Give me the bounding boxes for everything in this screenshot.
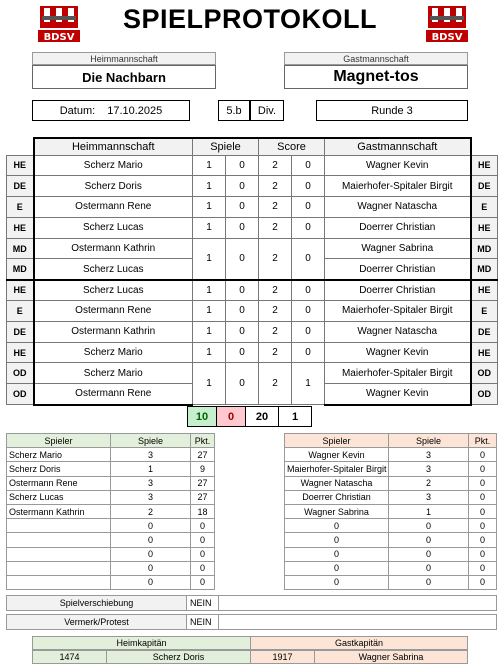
home-stats-name [7, 533, 111, 547]
guest-stats-row [285, 533, 497, 547]
guest-captain-label: Gastkapitän [251, 637, 467, 649]
guest-player: Doerrer Christian [325, 259, 471, 280]
score-guest: 0 [292, 321, 325, 342]
match-type-guest: OD [471, 363, 498, 384]
games-guest: 0 [226, 342, 259, 363]
guest-stats-pts: 0 [469, 533, 497, 547]
home-stats-pts: 0 [191, 575, 215, 589]
match-row [7, 342, 498, 363]
guest-stats-row [285, 519, 497, 533]
home-stats-games: 0 [111, 575, 191, 589]
guest-captain-name: Wagner Sabrina [315, 651, 467, 663]
right-logo-text: BDSV [431, 32, 463, 43]
home-stats-games: 1 [111, 462, 191, 476]
games-guest: 0 [226, 176, 259, 197]
match-type-guest: E [471, 301, 498, 322]
postponement-label: Spielverschiebung [7, 596, 187, 610]
round-box: Runde 3 [316, 100, 468, 121]
home-player: Scherz Lucas [34, 217, 193, 238]
home-stats-row [7, 448, 215, 462]
guest-player: Wagner Sabrina [325, 238, 471, 259]
guest-stats-pts: 0 [469, 462, 497, 476]
home-stats-pts: 27 [191, 476, 215, 490]
home-player: Scherz Doris [34, 176, 193, 197]
home-stats-name: Ostermann Kathrin [7, 504, 111, 518]
postponement-note [219, 596, 496, 610]
score-guest: 0 [292, 155, 325, 176]
guest-stats-name: 0 [285, 533, 389, 547]
home-stats-row [7, 561, 215, 575]
home-stats-pts: 9 [191, 462, 215, 476]
games-home: 1 [193, 280, 226, 301]
guest-stats-row [285, 490, 497, 504]
header-games: Spiele [193, 138, 259, 155]
match-type-guest: DE [471, 321, 498, 342]
score-home: 2 [259, 197, 292, 218]
match-type: HE [7, 342, 34, 363]
guest-stats-pts: 0 [469, 575, 497, 589]
home-stats-pts: 0 [191, 519, 215, 533]
header-home: Heimmannschaft [34, 138, 193, 155]
games-home: 1 [193, 176, 226, 197]
games-home: 1 [193, 238, 226, 280]
left-logo-text: BDSV [43, 32, 75, 43]
guest-stats-games: 0 [389, 575, 469, 589]
guest-player: Doerrer Christian [325, 217, 471, 238]
score-home: 2 [259, 321, 292, 342]
home-stats-table [6, 433, 215, 590]
date-label: Datum: [59, 104, 96, 117]
guest-player: Maierhofer-Spitaler Birgit [325, 176, 471, 197]
guest-stats-games: 0 [389, 547, 469, 561]
score-home: 2 [259, 176, 292, 197]
match-type: HE [7, 280, 34, 301]
games-home: 1 [193, 363, 226, 405]
protest-value: NEIN [187, 615, 219, 629]
games-guest: 0 [226, 321, 259, 342]
home-stats-row [7, 533, 215, 547]
games-guest: 0 [226, 238, 259, 280]
guest-player: Wagner Kevin [325, 155, 471, 176]
guest-stats-games: 3 [389, 448, 469, 462]
score-home: 2 [259, 301, 292, 322]
guest-stats-name: Wagner Kevin [285, 448, 389, 462]
home-captain-name: Scherz Doris [107, 651, 251, 663]
guest-stats-pts: 0 [469, 547, 497, 561]
home-stats-name: Scherz Mario [7, 448, 111, 462]
home-stats-name: Scherz Doris [7, 462, 111, 476]
home-stats-games: 3 [111, 448, 191, 462]
score-guest: 0 [292, 280, 325, 301]
guest-stats-row [285, 504, 497, 518]
home-stats-pts: 27 [191, 448, 215, 462]
home-captain-id: 1474 [33, 651, 107, 663]
guest-stats-games: 2 [389, 476, 469, 490]
header-score: Score [259, 138, 325, 155]
guest-stats-pts: 0 [469, 561, 497, 575]
protest-note [219, 615, 496, 629]
home-team-name: Die Nachbarn [32, 65, 216, 89]
home-player: Ostermann Rene [34, 384, 193, 405]
match-row [7, 197, 498, 218]
home-stats-row [7, 462, 215, 476]
score-home: 2 [259, 342, 292, 363]
games-guest: 0 [226, 155, 259, 176]
games-guest: 0 [226, 363, 259, 405]
match-row [7, 238, 498, 259]
totals-row [187, 406, 312, 427]
games-guest: 0 [226, 197, 259, 218]
home-stats-row [7, 504, 215, 518]
match-type: DE [7, 176, 34, 197]
match-type: E [7, 301, 34, 322]
home-player: Ostermann Kathrin [34, 321, 193, 342]
guest-stats-header-points: Pkt. [469, 434, 497, 448]
home-player: Scherz Mario [34, 363, 193, 384]
guest-stats-header-player: Spieler [285, 434, 389, 448]
games-guest: 0 [226, 280, 259, 301]
match-type: MD [7, 238, 34, 259]
games-home: 1 [193, 155, 226, 176]
guest-player: Maierhofer-Spitaler Birgit [325, 301, 471, 322]
home-stats-games: 0 [111, 533, 191, 547]
home-player: Ostermann Rene [34, 301, 193, 322]
captain-header-row [32, 636, 468, 650]
home-stats-name [7, 575, 111, 589]
match-type: HE [7, 155, 34, 176]
games-home: 1 [193, 321, 226, 342]
guest-stats-name: Maierhofer-Spitaler Birgit [285, 462, 389, 476]
postponement-row [6, 595, 497, 611]
guest-stats-pts: 0 [469, 476, 497, 490]
total-games-guest: 0 [217, 407, 246, 427]
match-type-guest: MD [471, 238, 498, 259]
guest-stats-row [285, 476, 497, 490]
match-row [7, 176, 498, 197]
guest-player: Doerrer Christian [325, 280, 471, 301]
score-guest: 0 [292, 176, 325, 197]
home-stats-pts: 0 [191, 533, 215, 547]
guest-stats-row [285, 462, 497, 476]
match-type: E [7, 197, 34, 218]
guest-player: Wagner Kevin [325, 384, 471, 405]
guest-stats-name: 0 [285, 575, 389, 589]
home-stats-pts: 0 [191, 561, 215, 575]
home-player: Scherz Lucas [34, 280, 193, 301]
home-stats-name [7, 561, 111, 575]
score-guest: 1 [292, 363, 325, 405]
score-guest: 0 [292, 197, 325, 218]
home-player: Scherz Lucas [34, 259, 193, 280]
score-home: 2 [259, 155, 292, 176]
match-type-guest: HE [471, 155, 498, 176]
games-home: 1 [193, 342, 226, 363]
postponement-value: NEIN [187, 596, 219, 610]
match-row [7, 363, 498, 384]
match-table [6, 137, 498, 406]
guest-stats-name: 0 [285, 519, 389, 533]
games-guest: 0 [226, 217, 259, 238]
home-stats-row [7, 476, 215, 490]
match-type-guest: HE [471, 280, 498, 301]
score-guest: 0 [292, 301, 325, 322]
home-stats-row [7, 490, 215, 504]
guest-stats-games: 1 [389, 504, 469, 518]
header-guest: Gastmannschaft [325, 138, 471, 155]
match-type: DE [7, 321, 34, 342]
guest-stats-name: Doerrer Christian [285, 490, 389, 504]
match-type-guest: DE [471, 176, 498, 197]
protest-row [6, 614, 497, 630]
score-guest: 0 [292, 217, 325, 238]
home-stats-games: 2 [111, 504, 191, 518]
home-stats-row [7, 575, 215, 589]
match-type-guest: E [471, 197, 498, 218]
guest-player: Wagner Natascha [325, 197, 471, 218]
home-stats-header-points: Pkt. [191, 434, 215, 448]
date-box [32, 100, 190, 121]
guest-player: Wagner Kevin [325, 342, 471, 363]
guest-stats-row [285, 561, 497, 575]
home-stats-games: 0 [111, 519, 191, 533]
home-stats-row [7, 547, 215, 561]
home-player: Scherz Mario [34, 155, 193, 176]
league-box: 5.b [218, 100, 250, 121]
home-stats-name: Scherz Lucas [7, 490, 111, 504]
guest-stats-pts: 0 [469, 490, 497, 504]
home-stats-header-games: Spiele [111, 434, 191, 448]
home-player: Scherz Mario [34, 342, 193, 363]
guest-stats-table [284, 433, 497, 590]
match-type-guest: OD [471, 384, 498, 405]
guest-captain-id: 1917 [251, 651, 315, 663]
guest-stats-name: 0 [285, 547, 389, 561]
guest-stats-pts: 0 [469, 519, 497, 533]
match-table-header [7, 138, 498, 155]
score-home: 2 [259, 280, 292, 301]
home-stats-header-player: Spieler [7, 434, 111, 448]
total-score-guest: 1 [279, 407, 312, 427]
games-home: 1 [193, 301, 226, 322]
match-type: MD [7, 259, 34, 280]
home-stats-name [7, 519, 111, 533]
home-stats-games: 0 [111, 547, 191, 561]
home-stats-pts: 27 [191, 490, 215, 504]
home-stats-games: 3 [111, 476, 191, 490]
match-type: HE [7, 217, 34, 238]
games-home: 1 [193, 197, 226, 218]
match-type: OD [7, 363, 34, 384]
match-type-guest: HE [471, 342, 498, 363]
score-guest: 0 [292, 342, 325, 363]
home-captain-label: Heimkapitän [33, 637, 251, 649]
match-row [7, 301, 498, 322]
guest-player: Maierhofer-Spitaler Birgit [325, 363, 471, 384]
total-score-home: 20 [246, 407, 279, 427]
guest-stats-games: 3 [389, 462, 469, 476]
date-value: 17.10.2025 [107, 104, 163, 117]
guest-team-label: Gastmannschaft [284, 52, 468, 65]
home-stats-pts: 18 [191, 504, 215, 518]
match-row [7, 217, 498, 238]
match-type-guest: HE [471, 217, 498, 238]
guest-stats-pts: 0 [469, 448, 497, 462]
guest-player: Wagner Natascha [325, 321, 471, 342]
guest-stats-header-games: Spiele [389, 434, 469, 448]
match-row [7, 155, 498, 176]
games-guest: 0 [226, 301, 259, 322]
home-player: Ostermann Rene [34, 197, 193, 218]
home-team-label: Heimmannschaft [32, 52, 216, 65]
guest-stats-row [285, 575, 497, 589]
guest-stats-name: Wagner Sabrina [285, 504, 389, 518]
home-stats-row [7, 519, 215, 533]
score-home: 2 [259, 363, 292, 405]
home-stats-games: 0 [111, 561, 191, 575]
match-type: OD [7, 384, 34, 405]
home-stats-name: Ostermann Rene [7, 476, 111, 490]
guest-stats-games: 3 [389, 490, 469, 504]
guest-stats-games: 0 [389, 519, 469, 533]
guest-stats-row [285, 448, 497, 462]
protest-label: Vermerk/Protest [7, 615, 187, 629]
match-type-guest: MD [471, 259, 498, 280]
guest-stats-games: 0 [389, 561, 469, 575]
total-games-home: 10 [188, 407, 217, 427]
match-row [7, 321, 498, 342]
page-title: SPIELPROTOKOLL [122, 4, 378, 34]
score-home: 2 [259, 217, 292, 238]
guest-stats-name: 0 [285, 561, 389, 575]
guest-stats-row [285, 547, 497, 561]
home-stats-pts: 0 [191, 547, 215, 561]
div-box: Div. [250, 100, 284, 121]
guest-stats-name: Wagner Natascha [285, 476, 389, 490]
match-row [7, 280, 498, 301]
home-player: Ostermann Kathrin [34, 238, 193, 259]
guest-team-name: Magnet-tos [284, 65, 468, 89]
guest-stats-games: 0 [389, 533, 469, 547]
captain-value-row [32, 650, 468, 664]
home-stats-name [7, 547, 111, 561]
home-stats-games: 3 [111, 490, 191, 504]
games-home: 1 [193, 217, 226, 238]
guest-stats-pts: 0 [469, 504, 497, 518]
score-home: 2 [259, 238, 292, 280]
score-guest: 0 [292, 238, 325, 280]
